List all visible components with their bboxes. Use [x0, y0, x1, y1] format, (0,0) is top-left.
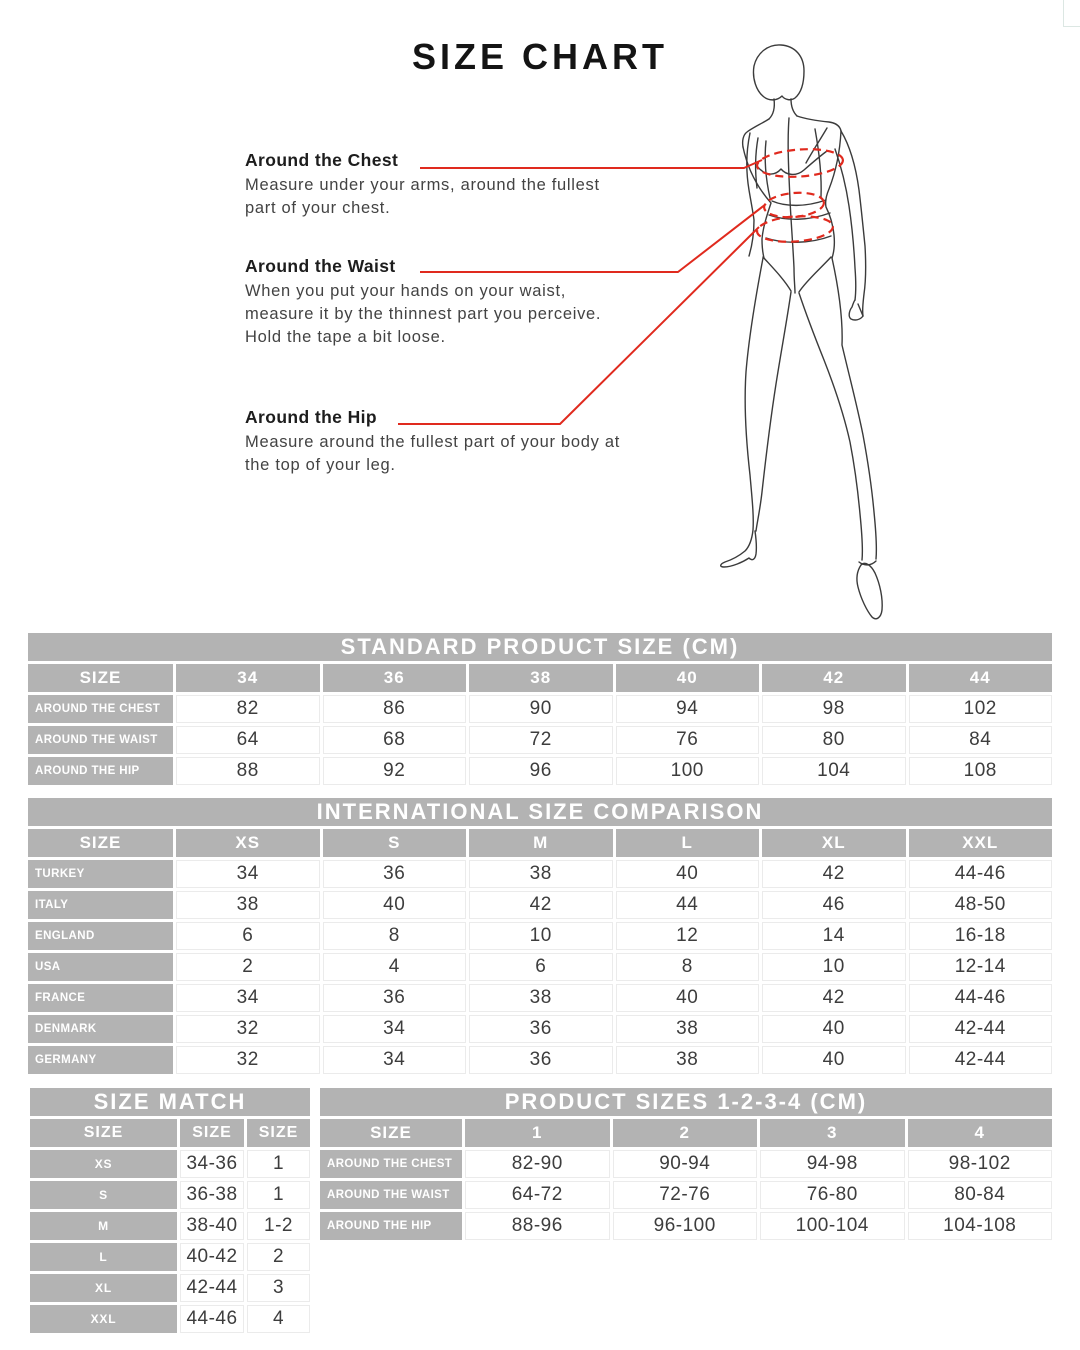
corner-artifact [1063, 0, 1080, 27]
cell: 34 [323, 1046, 467, 1074]
annotation-chest-heading: Around the Chest [245, 150, 399, 170]
cell: 64-72 [465, 1181, 610, 1209]
cell: 80-84 [908, 1181, 1053, 1209]
table-product-sizes [320, 1088, 1052, 1240]
cell: 94 [616, 695, 760, 723]
cell: 38 [616, 1015, 760, 1043]
row-label: XS [30, 1150, 177, 1178]
cell: 44 [616, 891, 760, 919]
col-header: 36 [323, 664, 467, 692]
cell: 68 [323, 726, 467, 754]
row-label: TURKEY [28, 860, 173, 888]
cell: 36 [323, 860, 467, 888]
measurement-ellipses [756, 147, 844, 245]
row-label: FRANCE [28, 984, 173, 1012]
cell: 34 [176, 860, 320, 888]
cell: 2 [247, 1243, 310, 1271]
col-header: 42 [762, 664, 906, 692]
cell: 48-50 [909, 891, 1053, 919]
cell: 36 [469, 1046, 613, 1074]
cell: 4 [247, 1305, 310, 1333]
row-label: AROUND THE WAIST [320, 1181, 462, 1209]
table-title: SIZE MATCH [30, 1088, 310, 1116]
cell: 76 [616, 726, 760, 754]
cell: 102 [909, 695, 1053, 723]
col-header: XL [762, 829, 906, 857]
cell: 38 [469, 860, 613, 888]
row-label: AROUND THE CHEST [320, 1150, 462, 1178]
cell: 90-94 [613, 1150, 758, 1178]
cell: 38 [469, 984, 613, 1012]
col-header: SIZE [30, 1119, 177, 1147]
col-header: SIZE [180, 1119, 244, 1147]
table-title: PRODUCT SIZES 1-2-3-4 (CM) [320, 1088, 1052, 1116]
cell: 2 [176, 953, 320, 981]
cell: 3 [247, 1274, 310, 1302]
cell: 32 [176, 1015, 320, 1043]
table-title: STANDARD PRODUCT SIZE (CM) [28, 633, 1052, 661]
cell: 80 [762, 726, 906, 754]
hip-ellipse [756, 214, 834, 244]
col-header: 4 [908, 1119, 1053, 1147]
waist-ellipse [763, 190, 825, 219]
cell: 72-76 [613, 1181, 758, 1209]
col-header: 34 [176, 664, 320, 692]
cell: 1-2 [247, 1212, 310, 1240]
annotation-hip-body: Measure around the fullest part of your body at the top of your leg. [245, 433, 621, 474]
cell: 38-40 [180, 1212, 244, 1240]
cell: 8 [323, 922, 467, 950]
cell: 34 [176, 984, 320, 1012]
cell: 104 [762, 757, 906, 785]
row-label: L [30, 1243, 177, 1271]
table-standard-product-size [28, 633, 1052, 785]
cell: 76-80 [760, 1181, 905, 1209]
annotation-chest-body: Measure under your arms, around the fullest part of your chest. [245, 176, 600, 217]
cell: 10 [762, 953, 906, 981]
cell: 98-102 [908, 1150, 1053, 1178]
annotation-waist-body: When you put your hands on your waist, measure it by the thinnest part you perceive. Hold the tape a bit loose. [245, 282, 602, 346]
annotation-hip [245, 407, 640, 477]
col-header: 1 [465, 1119, 610, 1147]
cell: 100 [616, 757, 760, 785]
cell: 98 [762, 695, 906, 723]
cell: 72 [469, 726, 613, 754]
row-label: AROUND THE WAIST [28, 726, 173, 754]
chest-ellipse [756, 147, 844, 180]
col-header: SIZE [247, 1119, 310, 1147]
cell: 32 [176, 1046, 320, 1074]
row-label: AROUND THE CHEST [28, 695, 173, 723]
col-header: 40 [616, 664, 760, 692]
table-grid [320, 1119, 1052, 1240]
cell: 104-108 [908, 1212, 1053, 1240]
cell: 1 [247, 1181, 310, 1209]
col-header: S [323, 829, 467, 857]
cell: 10 [469, 922, 613, 950]
row-label: M [30, 1212, 177, 1240]
cell: 42 [762, 984, 906, 1012]
cell: 14 [762, 922, 906, 950]
cell: 40-42 [180, 1243, 244, 1271]
cell: 12 [616, 922, 760, 950]
cell: 88 [176, 757, 320, 785]
cell: 38 [616, 1046, 760, 1074]
cell: 88-96 [465, 1212, 610, 1240]
cell: 38 [176, 891, 320, 919]
croquis-body [721, 45, 882, 619]
cell: 6 [176, 922, 320, 950]
cell: 42-44 [909, 1046, 1053, 1074]
row-label: AROUND THE HIP [28, 757, 173, 785]
corner-header: SIZE [28, 664, 173, 692]
table-size-match [30, 1088, 310, 1333]
table-title: INTERNATIONAL SIZE COMPARISON [28, 798, 1052, 826]
table-grid [30, 1119, 310, 1333]
cell: 82-90 [465, 1150, 610, 1178]
cell: 12-14 [909, 953, 1053, 981]
row-label: XXL [30, 1305, 177, 1333]
cell: 36 [323, 984, 467, 1012]
col-header: L [616, 829, 760, 857]
cell: 44-46 [909, 984, 1053, 1012]
annotation-waist-heading: Around the Waist [245, 256, 396, 276]
cell: 96-100 [613, 1212, 758, 1240]
annotation-chest [245, 150, 605, 220]
cell: 90 [469, 695, 613, 723]
cell: 40 [762, 1015, 906, 1043]
cell: 34-36 [180, 1150, 244, 1178]
cell: 42-44 [909, 1015, 1053, 1043]
cell: 94-98 [760, 1150, 905, 1178]
cell: 8 [616, 953, 760, 981]
cell: 42-44 [180, 1274, 244, 1302]
cell: 42 [762, 860, 906, 888]
row-label: AROUND THE HIP [320, 1212, 462, 1240]
cell: 46 [762, 891, 906, 919]
cell: 34 [323, 1015, 467, 1043]
corner-header: SIZE [320, 1119, 462, 1147]
col-header: 44 [909, 664, 1053, 692]
cell: 1 [247, 1150, 310, 1178]
cell: 44-46 [180, 1305, 244, 1333]
col-header: 38 [469, 664, 613, 692]
cell: 92 [323, 757, 467, 785]
cell: 16-18 [909, 922, 1053, 950]
cell: 100-104 [760, 1212, 905, 1240]
col-header: M [469, 829, 613, 857]
cell: 44-46 [909, 860, 1053, 888]
cell: 6 [469, 953, 613, 981]
cell: 36 [469, 1015, 613, 1043]
col-header: XS [176, 829, 320, 857]
cell: 108 [909, 757, 1053, 785]
table-grid [28, 829, 1052, 1074]
row-label: ITALY [28, 891, 173, 919]
col-header: 3 [760, 1119, 905, 1147]
cell: 82 [176, 695, 320, 723]
cell: 36-38 [180, 1181, 244, 1209]
annotation-hip-heading: Around the Hip [245, 407, 377, 427]
cell: 40 [616, 860, 760, 888]
cell: 42 [469, 891, 613, 919]
col-header: 2 [613, 1119, 758, 1147]
row-label: XL [30, 1274, 177, 1302]
cell: 96 [469, 757, 613, 785]
col-header: XXL [909, 829, 1053, 857]
table-international-size-comparison [28, 798, 1052, 1074]
table-grid [28, 664, 1052, 785]
row-label: GERMANY [28, 1046, 173, 1074]
cell: 40 [323, 891, 467, 919]
annotation-waist [245, 256, 640, 348]
row-label: S [30, 1181, 177, 1209]
page-title: SIZE CHART [412, 36, 668, 77]
cell: 40 [616, 984, 760, 1012]
row-label: USA [28, 953, 173, 981]
cell: 84 [909, 726, 1053, 754]
cell: 4 [323, 953, 467, 981]
cell: 40 [762, 1046, 906, 1074]
row-label: ENGLAND [28, 922, 173, 950]
cell: 86 [323, 695, 467, 723]
row-label: DENMARK [28, 1015, 173, 1043]
corner-header: SIZE [28, 829, 173, 857]
cell: 64 [176, 726, 320, 754]
